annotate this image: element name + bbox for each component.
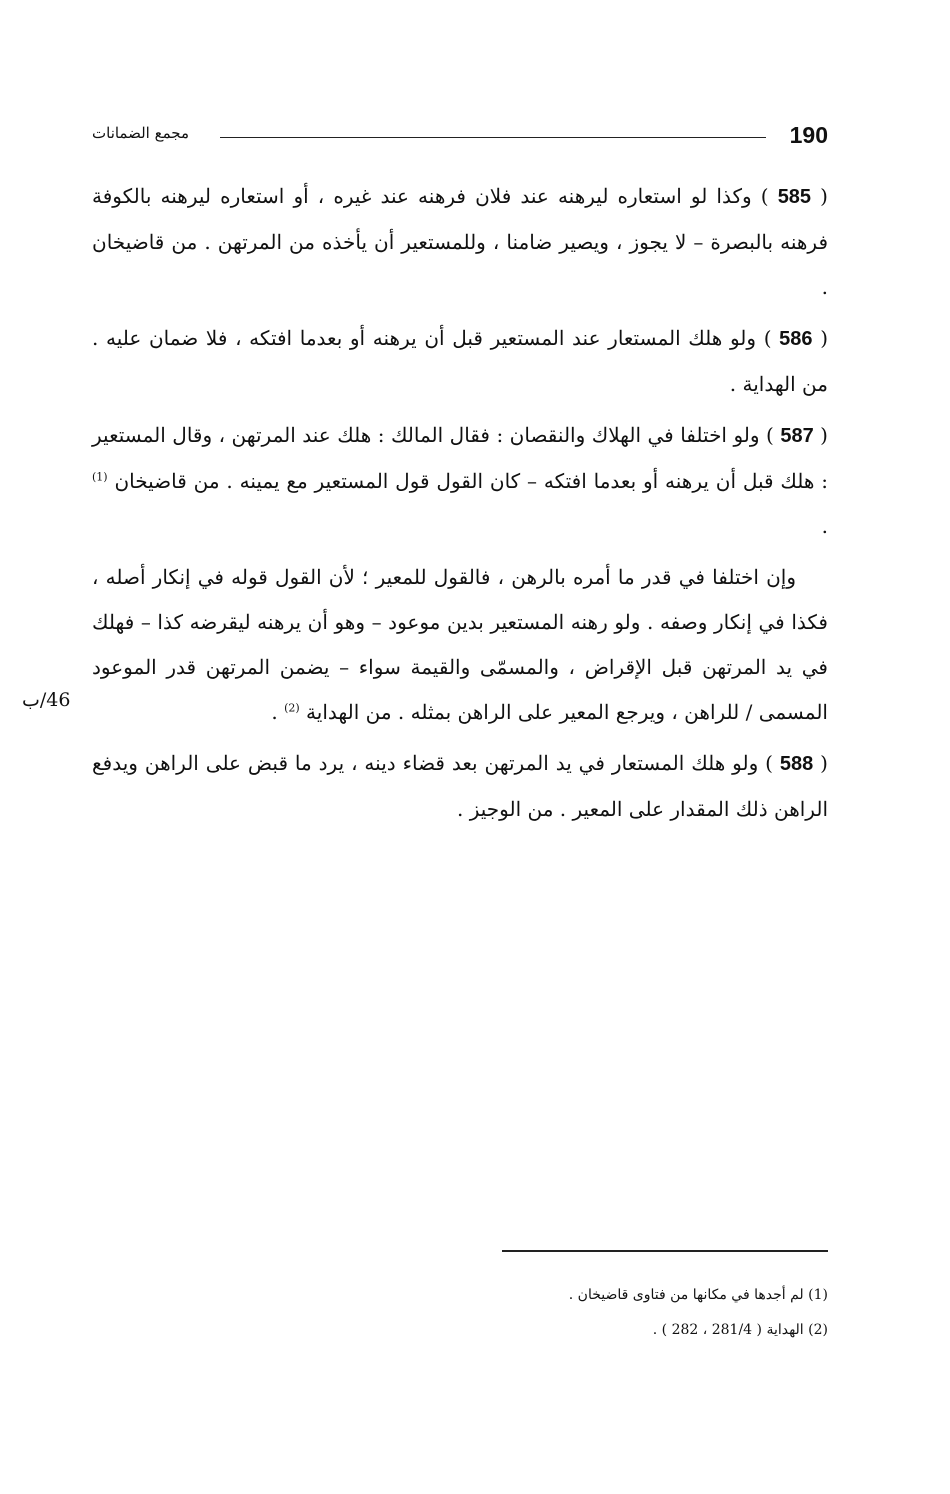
paragraph-587: ( 587 ) ولو اختلفا في الهلاك والنقصان : فقال المالك : هلك عند المرتهن ، وقال المستعير : هلك قبل أن يرهنه أو بعدما افتكه – كان القول قول المستعير مع يمينه . من قاضيخان $^{(1)}$ .: [92, 423, 828, 538]
paragraph-number: 588: [779, 753, 814, 775]
footnote-1: (1) لم أجدها في مكانها من فتاوى قاضيخان .: [568, 1287, 828, 1303]
footnote-ref-1[interactable]: (1): [92, 470, 108, 484]
paragraph-text: وكذا لو استعاره ليرهنه عند فلان فرهنه عند غيره ، أو استعاره ليرهنه بالكوفة فرهنه بالبصرة – لا يجوز ، ويصير ضامنا ، وللمستعير أن يأخذه من المرتهن . من قاضيخان .: [92, 184, 828, 299]
page-body: [92, 174, 828, 838]
header-rule: [220, 137, 766, 138]
footnote-rule: [502, 1250, 828, 1252]
page-number: 190: [789, 122, 828, 148]
paragraph-number: 585: [777, 186, 812, 208]
paragraph-tail: .: [821, 514, 828, 538]
paragraph-unnumbered: [92, 555, 828, 735]
paragraph-tail: .: [271, 700, 285, 724]
paragraph-585: ( 585 ) وكذا لو استعاره ليرهنه عند فلان فرهنه عند غيره ، أو استعاره ليرهنه بالكوفة فرهنه بالبصرة – لا يجوز ، ويصير ضامنا ، وللمستعير أن يأخذه من المرتهن . من قاضيخان .: [92, 184, 828, 299]
paragraph-text: ولو هلك المستعار في يد المرتهن بعد قضاء دينه ، يرد ما قبض على الراهن ويدفع الراهن ذلك المقدار على المعير . من الوجيز .: [92, 751, 828, 821]
paragraph-text: ولو اختلفا في الهلاك والنقصان : فقال المالك : هلك عند المرتهن ، وقال المستعير : هلك قبل أن يرهنه أو بعدما افتكه – كان القول قول المستعير مع يمينه . من قاضيخان: [92, 423, 828, 493]
paragraph-number: 586: [779, 328, 813, 350]
paragraph-number: 587: [780, 425, 814, 447]
footnotes: [92, 1278, 828, 1348]
footnote-2: (2) الهداية ( 281/4 ، 282 ) .: [652, 1322, 828, 1338]
paragraph-text: ولو هلك المستعار عند المستعير قبل أن يرهنه أو بعدما افتكه ، فلا ضمان عليه . من الهداية .: [92, 326, 828, 396]
paragraph-text: وإن اختلفا في قدر ما أمره بالرهن ، فالقول للمعير ؛ لأن القول قوله في إنكار أصله ، فكذا في إنكار وصفه . ولو رهنه المستعير بدين موعود – وهو أن يرهنه ليقرضه كذا – فهلك في يد المرتهن قبل الإقراض ، والمسمّى والقيمة سواء – يضمن المرتهن قدر الموعود المسمى / للراهن ، ويرجع المعير على الراهن بمثله . من الهداية: [92, 565, 828, 724]
manuscript-folio-note: 46/ب: [22, 689, 71, 711]
running-title: مجمع الضمانات: [92, 124, 189, 142]
page-header: [92, 118, 828, 154]
footnote-ref-2[interactable]: (2): [284, 701, 300, 715]
paragraph-586: ( 586 ) ولو هلك المستعار عند المستعير قبل أن يرهنه أو بعدما افتكه ، فلا ضمان عليه . من الهداية .: [92, 326, 828, 396]
paragraph-588: ( 588 ) ولو هلك المستعار في يد المرتهن بعد قضاء دينه ، يرد ما قبض على الراهن ويدفع الراهن ذلك المقدار على المعير . من الوجيز .: [92, 751, 828, 821]
